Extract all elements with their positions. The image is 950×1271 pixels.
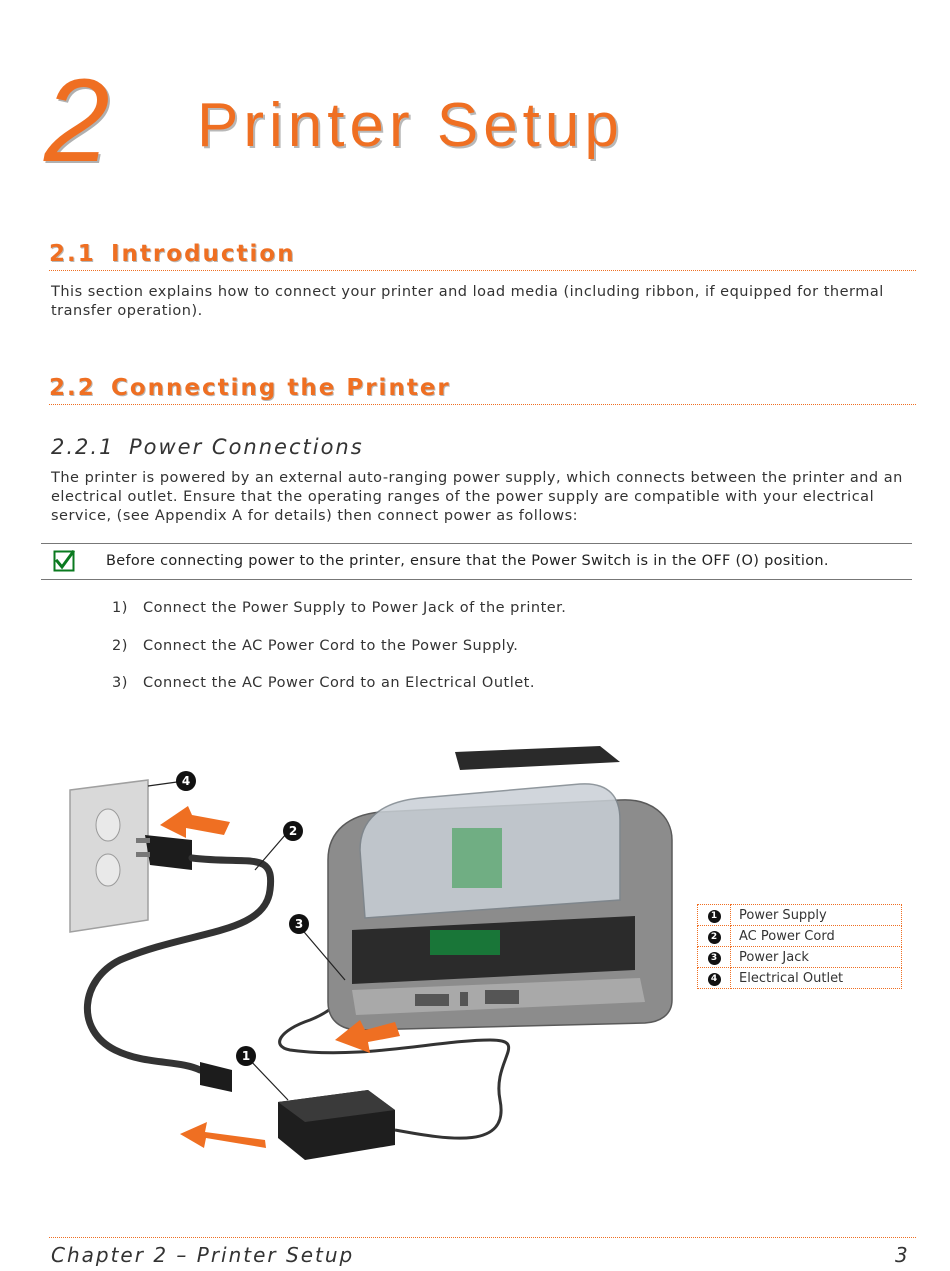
chapter-number: 2 (44, 55, 110, 187)
section-title: Introduction (111, 241, 296, 267)
introduction-paragraph: This section explains how to connect your printer and load media (including ribbon, if equipped for thermal transfer operation). (51, 284, 884, 319)
callout-3 (289, 914, 309, 934)
callout-4 (176, 771, 196, 791)
cord-connector-image (200, 1062, 232, 1092)
page-number: 3 (895, 1243, 908, 1267)
legend-label: Power Jack (731, 947, 902, 968)
step-number: 2) (112, 638, 128, 654)
step-text: Connect the AC Power Cord to an Electrical Outlet. (143, 675, 535, 691)
arrow-to-supply (180, 1122, 266, 1148)
section-heading-connecting (49, 377, 451, 400)
legend-row (698, 905, 902, 926)
legend-row (698, 926, 902, 947)
note-top-rule (41, 543, 912, 544)
arrow-to-outlet (160, 806, 230, 838)
legend-row (698, 968, 902, 989)
legend-label: Electrical Outlet (731, 968, 902, 989)
figure-legend (697, 904, 902, 989)
subsection-title: Power Connections (129, 435, 364, 459)
callout-1 (236, 1046, 256, 1066)
chapter-title: Printer Setup (197, 91, 624, 160)
step-number: 3) (112, 675, 128, 691)
subsection-heading-power-connections (51, 437, 364, 458)
printer-image (328, 746, 672, 1030)
section-title: Connecting the Printer (111, 375, 451, 401)
step-item (112, 638, 518, 654)
power-supply-image (278, 1090, 395, 1160)
section-divider (49, 270, 916, 271)
checkmark-box-icon (53, 550, 75, 572)
legend-marker: 2 (708, 931, 721, 944)
callout-label: 1 (241, 1049, 251, 1063)
callout-label: 2 (288, 824, 298, 838)
step-text: Connect the AC Power Cord to the Power Supply. (143, 638, 519, 654)
note-bottom-rule (41, 579, 912, 580)
legend-label: AC Power Cord (731, 926, 902, 947)
footer-divider (49, 1237, 916, 1238)
callout-label: 4 (181, 774, 191, 788)
legend-marker: 4 (708, 973, 721, 986)
power-connection-illustration (60, 740, 690, 1180)
section-heading-introduction (49, 243, 296, 266)
step-item (112, 675, 535, 691)
footer-chapter-title: Chapter 2 – Printer Setup (51, 1243, 355, 1267)
section-number: 2.2 (49, 375, 96, 401)
legend-marker: 3 (708, 952, 721, 965)
section-divider (49, 404, 916, 405)
step-number: 1) (112, 600, 128, 616)
subsection-number: 2.2.1 (51, 435, 115, 459)
note-text: Before connecting power to the printer, ensure that the Power Switch is in the OFF (O) position. (106, 553, 829, 569)
legend-row (698, 947, 902, 968)
step-text: Connect the Power Supply to Power Jack of the printer. (143, 600, 567, 616)
legend-label: Power Supply (731, 905, 902, 926)
power-connections-paragraph: The printer is powered by an external auto-ranging power supply, which connects between the printer and an electrical outlet. Ensure that the operating ranges of the power supply are compatible with your electrical service, (see Appendix A for details) then connect power as follows: (51, 470, 903, 524)
legend-marker: 1 (708, 910, 721, 923)
callout-label: 3 (294, 917, 304, 931)
section-number: 2.1 (49, 241, 96, 267)
callout-2 (283, 821, 303, 841)
step-item (112, 600, 566, 616)
